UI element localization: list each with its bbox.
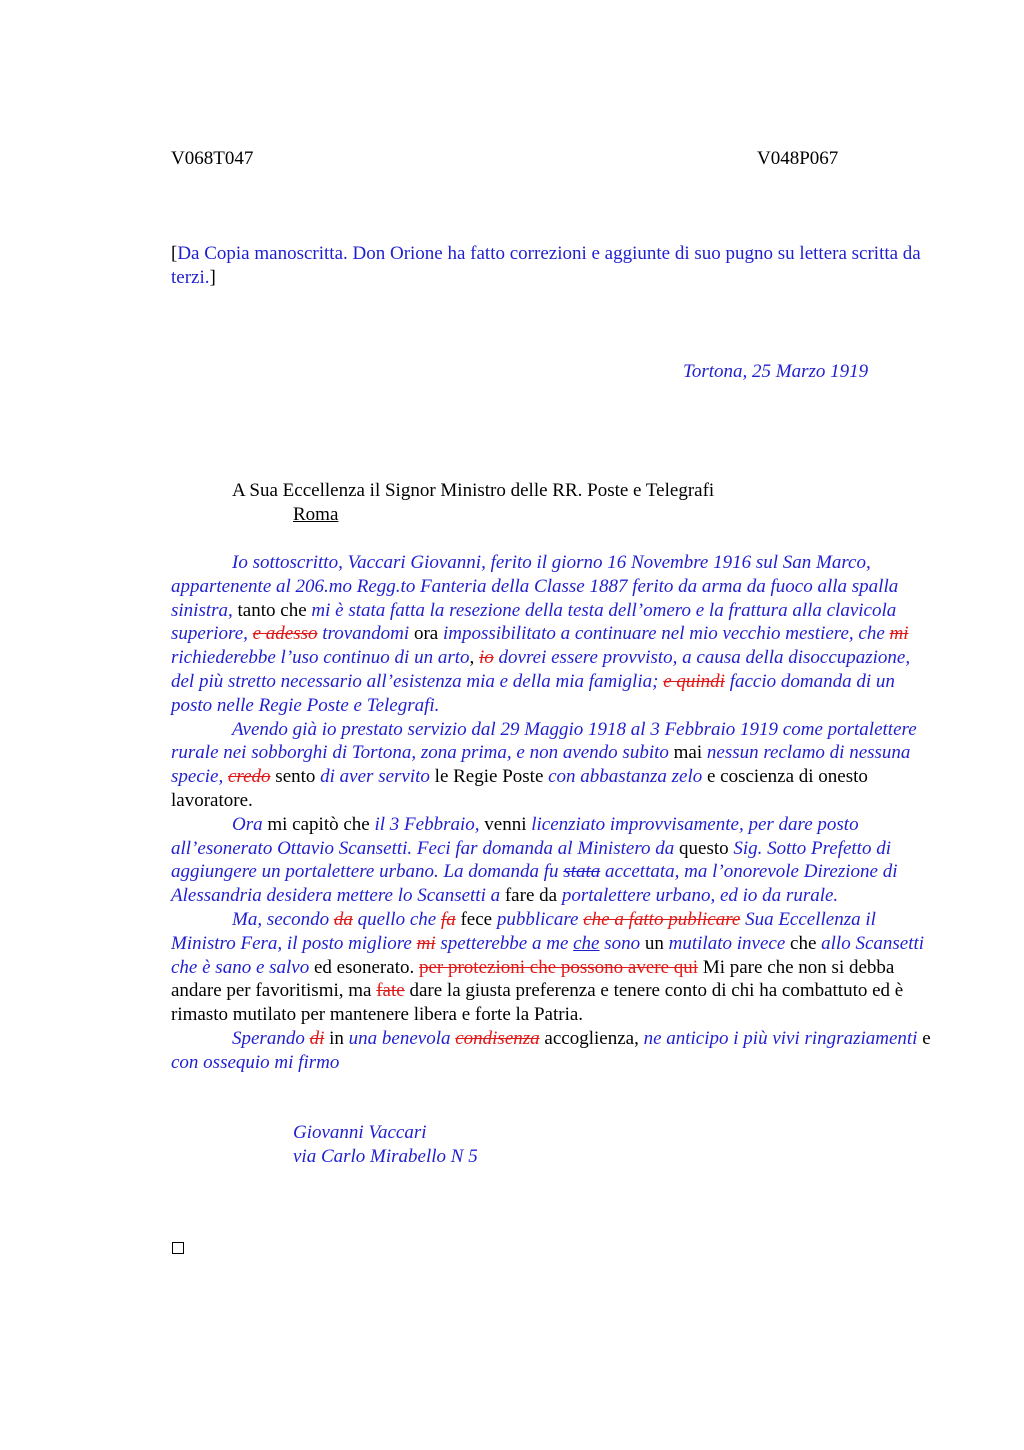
text-span: richiederebbe l’uso continuo di un arto: [171, 647, 470, 669]
note-bracket-open: [: [171, 243, 178, 264]
text-span: mutilato invece: [668, 932, 791, 954]
paragraph-1: [171, 551, 931, 718]
text-span: ed esonerato.: [313, 956, 419, 978]
letter-body: [171, 551, 931, 1075]
struck-text: io: [479, 647, 494, 669]
text-span: nessun reclamo di nessuna specie,: [171, 742, 911, 788]
text-span: un: [644, 932, 669, 954]
text-span: portalettere urbano, ed io da rurale.: [561, 885, 839, 907]
editorial-note: [171, 242, 931, 290]
text-span: ,: [469, 647, 479, 669]
struck-text: e quindi: [663, 670, 725, 692]
text-span: tanto che: [237, 599, 312, 621]
archive-code-left: V068T047: [171, 148, 254, 169]
struck-text: di: [309, 1027, 325, 1049]
text-span: sento: [270, 766, 321, 788]
text-span: fare da: [504, 885, 562, 907]
text-span: allo Scansetti che è sano e salvo: [171, 932, 925, 978]
text-span: impossibilitato a continuare nel mio vecchio mestiere, che: [442, 623, 890, 645]
paragraph-2: [171, 718, 931, 813]
checkbox-square-icon: [172, 1242, 184, 1254]
underlined-text: che: [573, 932, 600, 954]
text-span: pubblicare: [496, 908, 584, 930]
text-span: questo: [679, 837, 734, 859]
text-span: il 3 Febbraio,: [374, 813, 485, 835]
text-span: con abbastanza zelo: [548, 766, 703, 788]
struck-text: mi: [889, 623, 909, 645]
struck-text: e adesso: [252, 623, 318, 645]
archive-code-right: V048P067: [757, 148, 839, 169]
struck-text: fate: [376, 980, 405, 1002]
text-span: Io sottoscritto, Vaccari Giovanni, ferito il giorno 16 Novembre 1916 sul San Marco, appartenente al 206.mo Regg.to Fanteria della Classe 1887 ferito da arma da fuoco alla spalla sinistra,: [171, 552, 899, 621]
text-span: licenziato improvvisamente, per dare posto all’esonerato Ottavio Scansetti. Feci far domanda al Ministero da: [171, 813, 859, 859]
text-span: Avendo già io prestato servizio dal 29 Maggio 1918 al 3 Febbraio 1919 come portalettere rurale nei sobborghi di Tortona, zona prima, e non avendo subito: [171, 718, 917, 764]
text-span: ora: [413, 623, 443, 645]
struck-text: condisenza: [455, 1027, 540, 1049]
recipient-line: A Sua Eccellenza il Signor Ministro delle RR. Poste e Telegrafi: [232, 480, 715, 501]
text-span: una benevola: [348, 1027, 456, 1049]
text-span: che: [790, 932, 822, 954]
letter-date: Tortona, 25 Marzo 1919: [683, 361, 869, 382]
text-span: Ma, secondo: [232, 908, 334, 930]
signature-name: Giovanni Vaccari: [293, 1122, 427, 1143]
text-span: accettata, ma l’onorevole Direzione di Alessandria desidera mettere lo Scansetti a: [171, 861, 898, 907]
signature-block: [293, 1121, 478, 1169]
paragraph-4: [171, 908, 931, 1027]
text-span: spetterebbe a me: [435, 932, 574, 954]
text-span: dovrei essere provvisto, a causa della disoccupazione, del più stretto necessario all’esistenza mia e della mia famiglia;: [171, 647, 911, 692]
paragraph-3: [171, 813, 931, 908]
text-span: e coscienza di onesto lavoratore.: [171, 766, 868, 811]
struck-text: mi: [416, 932, 436, 954]
text-span: sono: [599, 932, 645, 954]
text-span: trovandomi: [317, 623, 414, 645]
text-span: mai: [673, 742, 707, 764]
signature-address: via Carlo Mirabello N 5: [293, 1146, 478, 1167]
struck-text: stata: [563, 861, 601, 883]
text-span: venni: [484, 813, 532, 835]
text-span: Sperando: [232, 1027, 310, 1049]
text-span: quello che: [352, 908, 441, 930]
text-span: mi capitò che: [267, 813, 375, 835]
struck-text: da: [333, 908, 353, 930]
note-bracket-close: ]: [209, 267, 216, 288]
struck-text: che a fatto publicare: [583, 908, 741, 930]
text-span: mi è stata fatta la resezione della testa dell’omero e la frattura alla clavicola superiore,: [171, 599, 897, 645]
paragraph-5: [171, 1027, 931, 1075]
text-span: ne anticipo i più vivi ringraziamenti: [643, 1027, 923, 1049]
text-span: di aver servito: [320, 766, 435, 788]
text-span: con ossequio mi firmo: [171, 1051, 340, 1073]
struck-text: fa: [440, 908, 456, 930]
text-span: in: [324, 1027, 349, 1049]
text-span: accoglienza,: [539, 1027, 644, 1049]
text-span: dare la giusta preferenza e tenere conto di chi ha combattuto ed è rimasto mutilato per mantenere libera e forte la Patria.: [171, 980, 904, 1026]
text-span: Ora: [232, 813, 268, 835]
text-span: Sua Eccellenza il Ministro Fera, il posto migliore: [171, 908, 876, 954]
text-span: Sig. Sotto Prefetto di aggiungere un portalettere urbano. La domanda fu: [171, 837, 891, 883]
text-span: le Regie Poste: [434, 766, 549, 788]
text-span: fece: [455, 908, 497, 930]
struck-text: credo: [227, 766, 271, 788]
text-span: Mi pare che non si debba andare per favoritismi, ma: [171, 956, 895, 1002]
struck-text: per protezioni che possono avere qui: [418, 956, 699, 978]
note-text: Da Copia manoscritta. Don Orione ha fatto correzioni e aggiunte di suo pugno su lettera scritta da terzi.: [171, 243, 921, 288]
text-span: e: [922, 1027, 931, 1049]
text-span: faccio domanda di un posto nelle Regie Poste e Telegrafi.: [171, 670, 895, 716]
recipient-city: Roma: [293, 504, 339, 525]
